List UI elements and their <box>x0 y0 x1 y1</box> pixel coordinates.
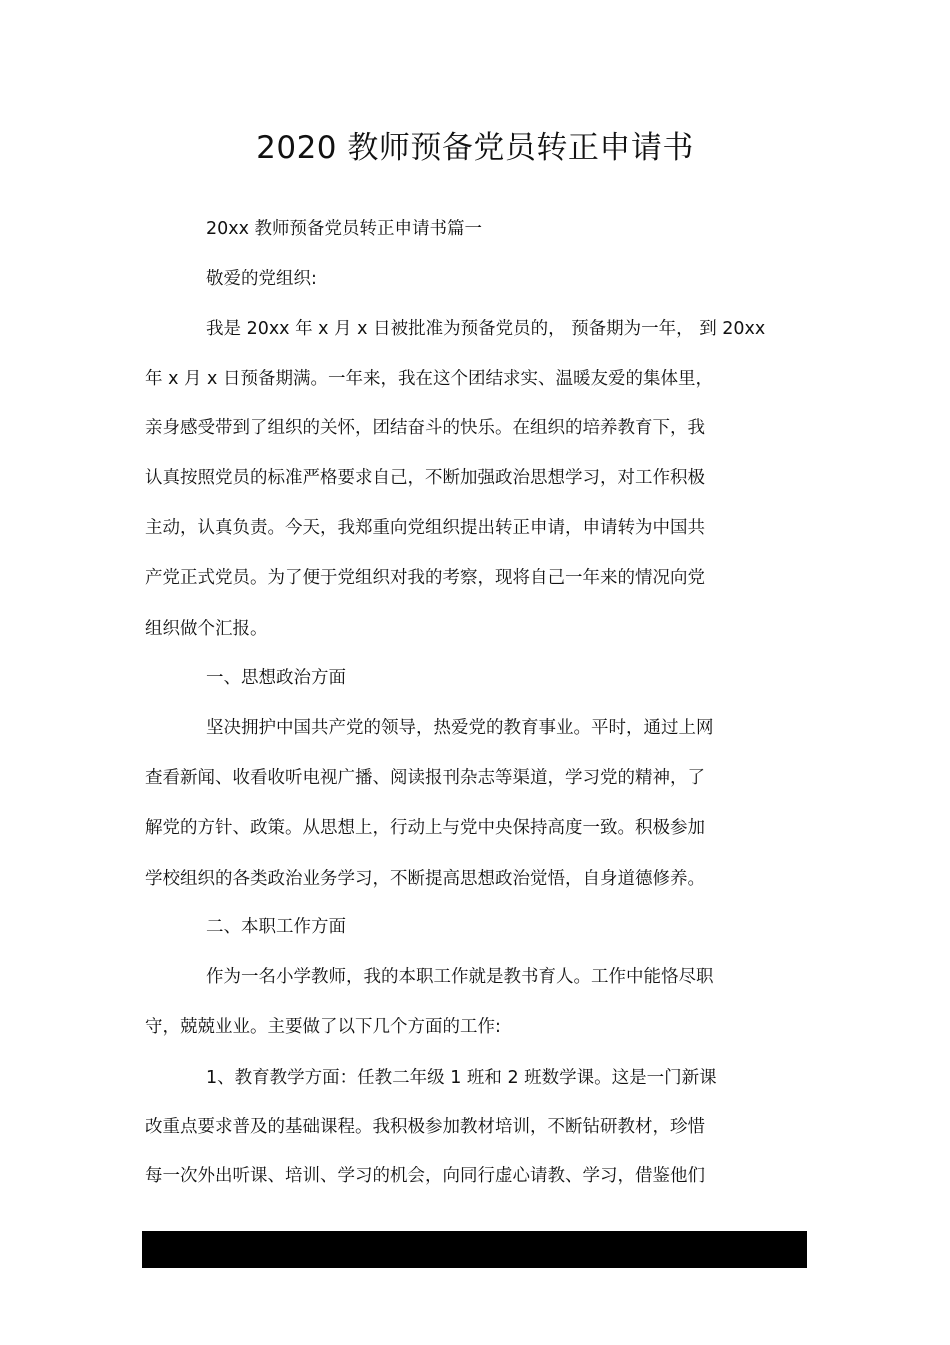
paragraph-line: 我是 20xx 年 x 月 x 日被批准为预备党员的， 预备期为一年， 到 20xx <box>206 319 766 339</box>
paragraph-line: 组织做个汇报。 <box>145 619 268 639</box>
paragraph-line: 1、教育教学方面：任教二年级 1 班和 2 班数学课。这是一门新课 <box>206 1068 717 1088</box>
paragraph-line: 亲身感受带到了组织的关怀，团结奋斗的快乐。在组织的培养教育下，我 <box>145 418 705 438</box>
paragraph-line: 产党正式党员。为了便于党组织对我的考察，现将自己一年来的情况向党 <box>145 568 705 588</box>
paragraph-line: 主动，认真负责。今天，我郑重向党组织提出转正申请，申请转为中国共 <box>145 518 705 538</box>
paragraph-line: 坚决拥护中国共产党的领导，热爱党的教育事业。平时，通过上网 <box>206 718 714 738</box>
section-heading: 20xx 教师预备党员转正申请书篇一 <box>206 219 483 239</box>
document-title: 2020 教师预备党员转正申请书 <box>256 130 694 166</box>
paragraph-line: 解党的方针、政策。从思想上，行动上与党中央保持高度一致。积极参加 <box>145 818 705 838</box>
footer-bar <box>142 1231 807 1268</box>
paragraph-line: 学校组织的各类政治业务学习，不断提高思想政治觉悟，自身道德修养。 <box>145 869 705 889</box>
paragraph-line: 每一次外出听课、培训、学习的机会，向同行虚心请教、学习，借鉴他们 <box>145 1166 705 1186</box>
paragraph-line: 守，兢兢业业。主要做了以下几个方面的工作: <box>145 1017 501 1037</box>
paragraph-line: 年 x 月 x 日预备期满。一年来，我在这个团结求实、温暖友爱的集体里， <box>145 369 713 389</box>
section-heading: 二、本职工作方面 <box>206 917 346 937</box>
paragraph-line: 作为一名小学教师，我的本职工作就是教书育人。工作中能恪尽职 <box>206 967 714 987</box>
paragraph-line: 改重点要求普及的基础课程。我积极参加教材培训，不断钻研教材，珍惜 <box>145 1117 705 1137</box>
section-heading: 一、思想政治方面 <box>206 668 346 688</box>
salutation: 敬爱的党组织: <box>206 269 317 289</box>
paragraph-line: 认真按照党员的标准严格要求自己，不断加强政治思想学习，对工作积极 <box>145 468 705 488</box>
paragraph-line: 查看新闻、收看收听电视广播、阅读报刊杂志等渠道，学习党的精神，了 <box>145 768 705 788</box>
